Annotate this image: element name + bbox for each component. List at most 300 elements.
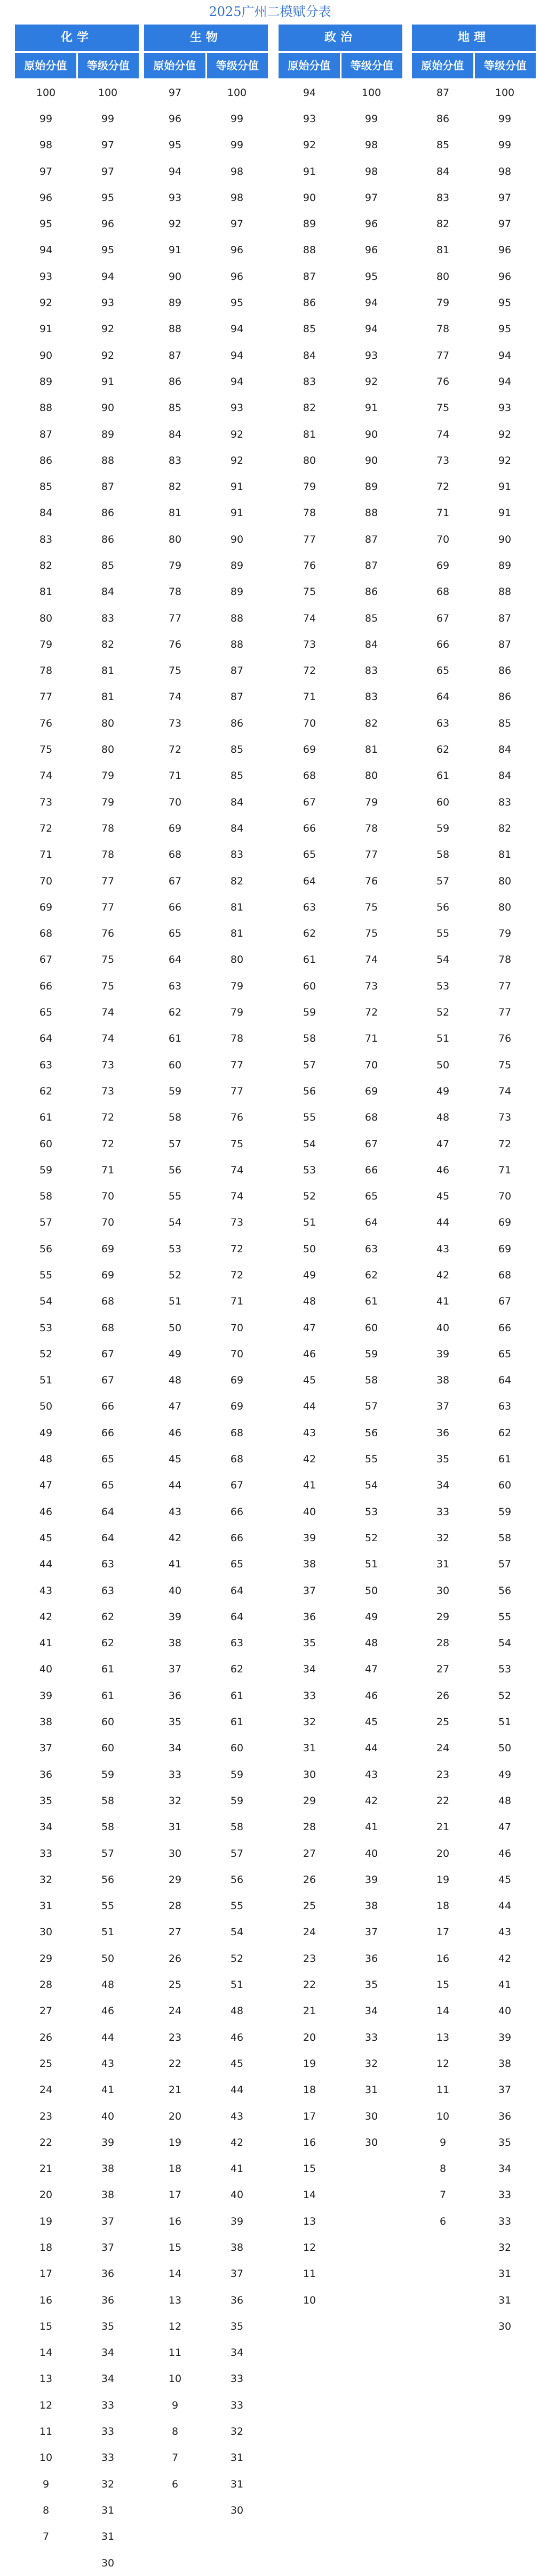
table-row <box>15 2208 139 2234</box>
raw-score-cell: 49 <box>436 1085 450 1097</box>
raw-score-cell: 17 <box>436 1926 450 1938</box>
raw-score-cell: 59 <box>168 1085 182 1097</box>
raw-score-cell: 42 <box>168 1532 182 1544</box>
raw-score-cell: 86 <box>39 454 53 466</box>
raw-score-cell: 90 <box>39 349 53 361</box>
grade-score-header: 等级分值 <box>207 53 268 78</box>
raw-score-cell: 19 <box>436 1873 450 1886</box>
grade-score-cell: 62 <box>498 1427 512 1439</box>
table-row <box>15 500 139 526</box>
grade-score-cell: 80 <box>364 770 378 782</box>
grade-score-cell: 85 <box>498 717 512 729</box>
table-row <box>15 1788 139 1814</box>
raw-score-cell: 58 <box>303 1033 316 1045</box>
grade-score-cell: 64 <box>364 1217 378 1229</box>
raw-score-cell: 42 <box>303 1453 316 1466</box>
raw-score-cell: 65 <box>168 928 182 940</box>
grade-score-cell: 98 <box>230 165 244 178</box>
table-row <box>144 1971 268 1998</box>
grade-score-cell: 77 <box>364 849 378 861</box>
grade-score-cell: 39 <box>498 2031 512 2043</box>
raw-score-cell: 44 <box>39 1558 53 1571</box>
table-row <box>15 2077 139 2103</box>
raw-score-cell: 48 <box>303 1295 316 1308</box>
raw-score-cell: 49 <box>168 1348 182 1360</box>
grade-score-cell: 95 <box>498 323 512 335</box>
raw-score-cell: 67 <box>39 954 53 966</box>
table-row <box>144 552 268 578</box>
grade-score-cell: 51 <box>364 1558 378 1571</box>
table-row <box>144 815 268 841</box>
table-row <box>15 658 139 684</box>
raw-score-cell: 49 <box>39 1427 53 1439</box>
raw-score-cell: 41 <box>303 1479 316 1492</box>
raw-score-cell: 27 <box>436 1663 450 1676</box>
raw-score-cell: 53 <box>436 980 450 992</box>
grade-score-cell: 82 <box>364 717 378 729</box>
table-row <box>279 658 402 684</box>
table-row <box>279 1052 402 1078</box>
table-row <box>144 1315 268 1341</box>
table-row <box>15 106 139 132</box>
grade-score-cell: 69 <box>230 1400 244 1413</box>
grade-score-cell: 99 <box>364 112 378 125</box>
grade-score-cell: 72 <box>498 1138 512 1150</box>
grade-score-cell: 94 <box>364 323 378 335</box>
table-row <box>412 1446 536 1472</box>
table-row <box>144 1446 268 1472</box>
raw-score-cell: 94 <box>168 165 182 178</box>
table-row <box>15 2392 139 2418</box>
grade-score-cell: 87 <box>364 559 378 571</box>
grade-score-cell: 80 <box>101 717 115 729</box>
table-row <box>144 1709 268 1735</box>
raw-score-cell: 56 <box>436 901 450 913</box>
table-row <box>279 2234 402 2260</box>
table-row <box>144 1394 268 1420</box>
table-row <box>412 1893 536 1919</box>
grade-score-cell: 96 <box>498 244 512 256</box>
grade-score-cell: 67 <box>498 1295 512 1308</box>
raw-score-cell: 22 <box>39 2136 53 2148</box>
grade-score-cell: 35 <box>498 2136 512 2148</box>
table-row <box>412 579 536 605</box>
raw-score-cell: 89 <box>303 218 316 230</box>
raw-score-cell: 63 <box>39 1059 53 1071</box>
grade-score-cell: 92 <box>101 349 115 361</box>
grade-score-cell: 30 <box>498 2320 512 2332</box>
grade-score-cell: 97 <box>101 139 115 151</box>
grade-score-cell: 58 <box>364 1374 378 1387</box>
grade-score-cell: 88 <box>230 638 244 650</box>
raw-score-cell: 85 <box>436 139 450 151</box>
grade-score-cell: 94 <box>101 270 115 283</box>
raw-score-cell: 85 <box>168 402 182 414</box>
raw-score-cell: 9 <box>171 2399 179 2411</box>
table-row <box>15 1236 139 1262</box>
grade-score-cell: 67 <box>101 1348 115 1360</box>
grade-score-cell: 63 <box>101 1558 115 1571</box>
raw-score-cell: 52 <box>303 1190 316 1203</box>
raw-score-cell: 38 <box>168 1637 182 1649</box>
grade-score-cell: 87 <box>230 691 244 703</box>
table-row <box>279 2155 402 2181</box>
table-row <box>15 1866 139 1893</box>
grade-score-cell: 88 <box>101 454 115 466</box>
grade-score-cell: 78 <box>101 822 115 834</box>
table-row <box>412 1289 536 1315</box>
table-row <box>412 1604 536 1630</box>
grade-score-cell: 96 <box>364 244 378 256</box>
table-row <box>279 1630 402 1656</box>
table-row <box>279 2261 402 2287</box>
table-row <box>15 1709 139 1735</box>
table-row <box>15 395 139 421</box>
grade-score-cell: 93 <box>364 349 378 361</box>
table-row <box>15 1551 139 1577</box>
grade-score-cell: 67 <box>101 1374 115 1387</box>
grade-score-cell: 34 <box>230 2347 244 2359</box>
table-row <box>144 2103 268 2129</box>
table-row <box>412 1788 536 1814</box>
raw-score-cell: 10 <box>168 2373 182 2385</box>
grade-score-cell: 61 <box>230 1716 244 1728</box>
grade-score-cell: 81 <box>101 691 115 703</box>
table-row <box>15 921 139 947</box>
table-row <box>144 2313 268 2339</box>
grade-score-cell: 94 <box>230 349 244 361</box>
table-row <box>279 1183 402 1209</box>
raw-score-cell: 53 <box>168 1243 182 1255</box>
raw-score-cell: 36 <box>39 1768 53 1781</box>
grade-score-cell: 72 <box>364 1007 378 1019</box>
raw-score-cell: 12 <box>303 2241 316 2253</box>
raw-score-cell: 42 <box>436 1269 450 1281</box>
raw-score-cell: 37 <box>39 1742 53 1754</box>
table-row <box>279 842 402 868</box>
table-row <box>279 868 402 894</box>
raw-score-cell: 90 <box>303 191 316 204</box>
table-row <box>15 842 139 868</box>
raw-score-cell: 89 <box>168 297 182 309</box>
grade-score-cell: 69 <box>101 1243 115 1255</box>
raw-score-cell: 23 <box>303 1952 316 1965</box>
table-row <box>279 1262 402 1288</box>
grade-score-cell: 52 <box>364 1532 378 1544</box>
table-row <box>412 1630 536 1656</box>
raw-score-cell: 79 <box>39 638 53 650</box>
raw-score-cell: 50 <box>436 1059 450 1071</box>
raw-score-cell: 81 <box>39 586 53 598</box>
grade-score-cell: 76 <box>364 875 378 887</box>
table-row <box>412 2129 536 2155</box>
table-row <box>15 1472 139 1499</box>
table-row <box>144 894 268 920</box>
raw-score-cell: 13 <box>436 2031 450 2043</box>
table-row <box>144 158 268 184</box>
grade-score-cell: 100 <box>495 86 515 99</box>
grade-score-cell: 56 <box>230 1873 244 1886</box>
grade-score-cell: 71 <box>498 1164 512 1176</box>
raw-score-cell: 36 <box>436 1427 450 1439</box>
raw-score-cell: 60 <box>168 1059 182 1071</box>
raw-score-cell: 29 <box>168 1873 182 1886</box>
grade-score-cell: 92 <box>498 454 512 466</box>
grade-score-cell: 35 <box>101 2320 115 2332</box>
table-row <box>279 1499 402 1525</box>
grade-score-cell: 52 <box>230 1952 244 1965</box>
grade-score-cell: 85 <box>230 770 244 782</box>
grade-score-cell: 33 <box>364 2031 378 2043</box>
table-row <box>144 999 268 1025</box>
grade-score-cell: 71 <box>364 1033 378 1045</box>
raw-score-cell: 97 <box>39 165 53 178</box>
table-row <box>412 421 536 447</box>
raw-score-cell: 55 <box>168 1190 182 1203</box>
table-row <box>279 947 402 973</box>
grade-score-cell: 64 <box>230 1611 244 1623</box>
table-row <box>144 395 268 421</box>
grade-score-cell: 92 <box>498 428 512 440</box>
grade-score-cell: 72 <box>101 1112 115 1124</box>
grade-score-cell: 86 <box>364 586 378 598</box>
table-row <box>279 1761 402 1788</box>
grade-score-cell: 70 <box>498 1190 512 1203</box>
raw-score-cell: 15 <box>39 2320 53 2332</box>
table-row <box>144 1735 268 1761</box>
raw-score-cell: 66 <box>303 822 316 834</box>
table-row <box>144 2234 268 2260</box>
raw-score-cell: 20 <box>168 2110 182 2122</box>
grade-score-cell: 59 <box>230 1794 244 1807</box>
raw-score-cell: 44 <box>436 1217 450 1229</box>
grade-score-cell: 62 <box>101 1637 115 1649</box>
grade-score-cell: 40 <box>230 2189 244 2201</box>
table-row <box>15 1761 139 1788</box>
grade-score-cell: 43 <box>498 1926 512 1938</box>
raw-score-cell: 79 <box>303 481 316 493</box>
table-row <box>412 1840 536 1866</box>
table-row <box>144 1604 268 1630</box>
raw-score-cell: 91 <box>39 323 53 335</box>
table-row <box>15 1577 139 1604</box>
table-row <box>412 1026 536 1052</box>
grade-score-cell: 94 <box>498 349 512 361</box>
grade-score-cell: 86 <box>498 691 512 703</box>
grade-score-cell: 30 <box>364 2110 378 2122</box>
grade-score-cell: 60 <box>498 1479 512 1492</box>
table-row <box>15 1604 139 1630</box>
table-row <box>412 1998 536 2024</box>
grade-score-cell: 34 <box>101 2347 115 2359</box>
grade-score-cell: 70 <box>101 1190 115 1203</box>
grade-score-cell: 69 <box>101 1269 115 1281</box>
grade-score-cell: 98 <box>230 191 244 204</box>
table-row <box>15 2366 139 2392</box>
table-row <box>144 1998 268 2024</box>
raw-score-cell: 34 <box>168 1742 182 1754</box>
raw-score-cell: 29 <box>303 1794 316 1807</box>
grade-score-cell: 94 <box>230 375 244 388</box>
grade-score-cell: 84 <box>230 822 244 834</box>
raw-score-cell: 24 <box>39 2084 53 2096</box>
raw-score-cell: 21 <box>303 2005 316 2017</box>
grade-score-cell: 63 <box>498 1400 512 1413</box>
table-row <box>279 1315 402 1341</box>
grade-score-cell: 89 <box>230 586 244 598</box>
table-row <box>144 1525 268 1551</box>
table-row <box>15 2418 139 2444</box>
raw-score-cell: 17 <box>168 2189 182 2201</box>
table-row <box>279 579 402 605</box>
grade-score-cell: 69 <box>498 1243 512 1255</box>
raw-score-cell: 92 <box>168 218 182 230</box>
raw-score-cell: 75 <box>168 665 182 677</box>
raw-score-cell: 19 <box>168 2136 182 2148</box>
table-row <box>412 395 536 421</box>
table-row <box>144 1919 268 1945</box>
raw-score-cell: 38 <box>303 1558 316 1571</box>
raw-score-cell: 96 <box>168 112 182 125</box>
table-row <box>412 631 536 657</box>
table-row <box>279 1577 402 1604</box>
grade-score-cell: 68 <box>230 1427 244 1439</box>
raw-score-cell: 31 <box>436 1558 450 1571</box>
raw-score-cell: 10 <box>303 2294 316 2306</box>
grade-score-cell: 33 <box>101 2452 115 2464</box>
raw-score-cell: 47 <box>39 1479 53 1492</box>
raw-score-cell: 62 <box>168 1007 182 1019</box>
raw-score-cell: 66 <box>39 980 53 992</box>
grade-score-cell: 62 <box>101 1611 115 1623</box>
table-row <box>15 1157 139 1183</box>
raw-score-cell: 43 <box>39 1584 53 1597</box>
raw-score-cell: 47 <box>168 1400 182 1413</box>
raw-score-cell: 34 <box>303 1663 316 1676</box>
table-row <box>144 1656 268 1683</box>
raw-score-cell: 16 <box>168 2215 182 2227</box>
raw-score-cell: 85 <box>303 323 316 335</box>
table-row <box>15 447 139 473</box>
table-row <box>144 1472 268 1499</box>
raw-score-cell: 32 <box>168 1794 182 1807</box>
raw-score-cell: 13 <box>39 2373 53 2385</box>
grade-score-cell: 88 <box>230 612 244 624</box>
raw-score-cell: 53 <box>39 1322 53 1334</box>
table-row <box>412 1577 536 1604</box>
table-row <box>144 710 268 736</box>
grade-score-cell: 81 <box>364 744 378 756</box>
raw-score-cell: 54 <box>39 1295 53 1308</box>
raw-score-cell: 38 <box>436 1374 450 1387</box>
grade-score-cell: 79 <box>498 928 512 940</box>
table-row <box>15 211 139 237</box>
table-row <box>144 1840 268 1866</box>
grade-score-cell: 59 <box>364 1348 378 1360</box>
table-row <box>144 1577 268 1604</box>
table-row <box>15 2550 139 2576</box>
grade-score-cell: 54 <box>230 1926 244 1938</box>
table-row <box>15 868 139 894</box>
table-row <box>144 211 268 237</box>
grade-score-cell: 61 <box>498 1453 512 1466</box>
table-row <box>279 473 402 500</box>
raw-score-cell: 93 <box>168 191 182 204</box>
grade-score-cell: 49 <box>498 1768 512 1781</box>
grade-score-cell: 61 <box>101 1663 115 1676</box>
subject-header: 地理 <box>412 25 536 51</box>
grade-score-cell: 33 <box>101 2426 115 2438</box>
grade-score-cell: 85 <box>230 744 244 756</box>
table-row <box>15 289 139 316</box>
raw-score-cell: 41 <box>168 1558 182 1571</box>
grade-score-cell: 47 <box>364 1663 378 1676</box>
table-row <box>15 684 139 710</box>
raw-score-cell: 38 <box>39 1716 53 1728</box>
raw-score-cell: 68 <box>436 586 450 598</box>
table-row <box>412 1315 536 1341</box>
table-row <box>15 631 139 657</box>
grade-score-cell: 61 <box>364 1295 378 1308</box>
raw-score-cell: 40 <box>303 1506 316 1518</box>
grade-score-cell: 52 <box>498 1689 512 1702</box>
raw-score-cell: 56 <box>303 1085 316 1097</box>
grade-score-cell: 53 <box>364 1506 378 1518</box>
raw-score-cell: 89 <box>39 375 53 388</box>
raw-score-header: 原始分值 <box>412 53 473 78</box>
raw-score-cell: 36 <box>168 1689 182 1702</box>
table-row <box>15 1420 139 1446</box>
table-row <box>412 999 536 1025</box>
raw-score-cell: 59 <box>303 1007 316 1019</box>
raw-score-cell: 81 <box>168 507 182 519</box>
table-row <box>15 1131 139 1157</box>
raw-score-cell: 24 <box>168 2005 182 2017</box>
raw-score-cell: 75 <box>436 402 450 414</box>
raw-score-cell: 14 <box>168 2268 182 2280</box>
raw-score-cell: 18 <box>436 1900 450 1912</box>
grade-score-cell: 73 <box>230 1217 244 1229</box>
raw-score-cell: 16 <box>303 2136 316 2148</box>
table-row <box>412 2077 536 2103</box>
table-row <box>15 1945 139 1971</box>
raw-score-cell: 76 <box>303 559 316 571</box>
grade-score-cell: 60 <box>101 1742 115 1754</box>
table-row <box>144 1105 268 1131</box>
table-row <box>279 1551 402 1577</box>
raw-score-cell: 100 <box>36 86 56 99</box>
raw-score-cell: 65 <box>436 665 450 677</box>
grade-score-cell: 63 <box>230 1637 244 1649</box>
raw-score-cell: 94 <box>303 86 316 99</box>
table-row <box>279 1656 402 1683</box>
raw-score-cell: 28 <box>39 1979 53 1991</box>
grade-score-cell: 92 <box>230 428 244 440</box>
grade-score-cell: 71 <box>230 1295 244 1308</box>
grade-score-cell: 46 <box>230 2031 244 2043</box>
raw-score-cell: 22 <box>168 2057 182 2070</box>
raw-score-cell: 40 <box>168 1584 182 1597</box>
table-row <box>144 1078 268 1104</box>
table-row <box>279 1472 402 1499</box>
raw-score-cell: 78 <box>303 507 316 519</box>
table-row <box>412 1236 536 1262</box>
grade-score-cell: 48 <box>101 1979 115 1991</box>
raw-score-cell: 30 <box>303 1768 316 1781</box>
grade-score-cell: 80 <box>230 954 244 966</box>
table-row <box>279 736 402 762</box>
raw-score-cell: 27 <box>168 1926 182 1938</box>
